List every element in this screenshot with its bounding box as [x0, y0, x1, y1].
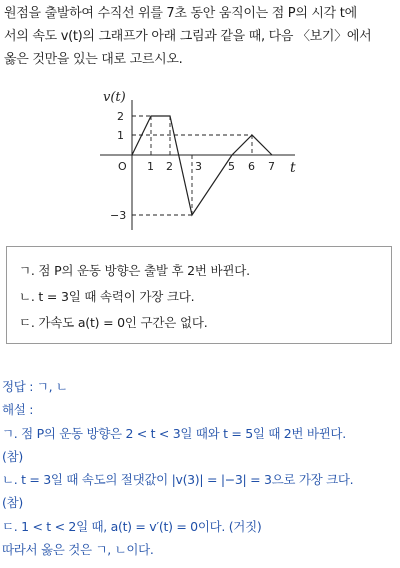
explanation-header: 해설 : [2, 402, 34, 418]
conclusion-line: 따라서 옳은 것은 ㄱ, ㄴ이다. [2, 542, 154, 558]
choice-digeut: ㄷ. 가속도 a(t) = 0인 구간은 없다. [19, 315, 208, 330]
explanation-line-5: ㄷ. 1 < t < 2일 때, a(t) = v′(t) = 0이다. (거짓) [2, 518, 262, 534]
question-line-3: 옳은 것만을 있는 대로 고르시오. [4, 52, 183, 67]
x-tick-3: 3 [195, 160, 202, 173]
answer-line: 정답 : ㄱ, ㄴ [2, 379, 68, 394]
question-line-1: 원점을 출발하여 수직선 위를 7초 동안 움직이는 점 P의 시각 t에 [4, 6, 357, 21]
x-tick-7: 7 [268, 160, 275, 173]
y-tick-2: 2 [117, 110, 124, 123]
origin-label: O [118, 160, 127, 173]
x-tick-2: 2 [166, 160, 173, 173]
y-tick-1: 1 [117, 129, 124, 142]
x-axis-label: t [290, 160, 296, 176]
choice-nieun: ㄴ. t = 3일 때 속력이 가장 크다. [19, 289, 195, 304]
x-tick-1: 1 [147, 160, 154, 173]
solution-block [2, 375, 398, 561]
explanation-line-3: ㄴ. t = 3일 때 속도의 절댓값이 |v(3)| = |−3| = 3으로 가장 크다. [2, 472, 354, 488]
x-tick-5: 5 [228, 160, 235, 173]
y-tick-minus-3: −3 [110, 209, 127, 222]
choice-giyeok: ㄱ. 점 P의 운동 방향은 출발 후 2번 바뀐다. [19, 263, 250, 278]
bogi-box [6, 246, 392, 344]
question-line-2: 서의 속도 v(t)의 그래프가 아래 그림과 같을 때, 다음 〈보기〉에서 [4, 29, 372, 44]
explanation-line-4: (참) [2, 495, 23, 511]
explanation-line-2: (참) [2, 448, 23, 464]
x-tick-6: 6 [248, 160, 255, 173]
velocity-curve [132, 116, 272, 215]
explanation-line-1: ㄱ. 점 P의 운동 방향은 2 < t < 3일 때와 t = 5일 때 2번 바뀐다. [2, 425, 346, 441]
y-axis-label: v(t) [103, 90, 126, 105]
question-text [4, 2, 398, 71]
